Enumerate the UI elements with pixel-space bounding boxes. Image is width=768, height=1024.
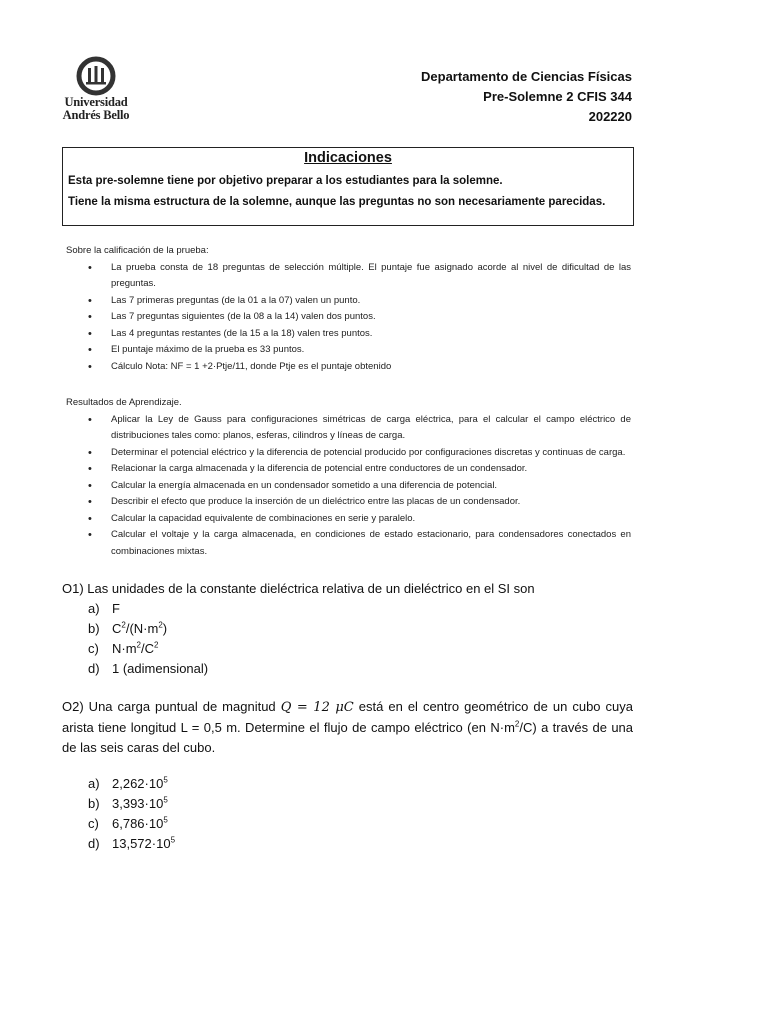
option-exponent: 5 — [163, 775, 168, 785]
outcome-item: • Calcular la energía almacenada en un condensador sometido a una diferencia de potencial. — [66, 478, 631, 495]
grading-list — [66, 260, 631, 376]
option-letter: a) — [88, 776, 100, 791]
option-text-base: C — [112, 621, 122, 636]
option-sup: 2 — [158, 620, 163, 630]
option-exponent: 5 — [170, 835, 176, 845]
course-name: Pre-Solemne 2 CFIS 344 — [483, 89, 632, 104]
question-2-sup: 2 — [514, 719, 520, 729]
question-2-stem-a: O2) Una carga puntual de magnitud — [62, 699, 276, 714]
question-2-stem-c: /C) a través de una de las seis caras del cubo. — [62, 720, 634, 755]
option-letter: c) — [88, 641, 99, 656]
option-value: 13,572·10 — [112, 836, 171, 851]
option-b — [62, 619, 633, 639]
option-text-end: ) — [162, 621, 168, 636]
option-value: 2,262·10 — [112, 776, 164, 791]
grading-item: • Las 7 primeras preguntas (de la 01 a la 07) valen un punto. — [66, 293, 631, 310]
option-exponent: 5 — [163, 795, 168, 805]
option-text: 1 (adimensional) — [112, 661, 209, 676]
option-d — [62, 834, 633, 854]
grading-item: • Las 7 preguntas siguientes (de la 08 a la 14) valen dos puntos. — [66, 309, 631, 326]
option-text: F — [112, 601, 120, 616]
option-text-mid: /(N·m — [125, 621, 159, 636]
option-letter: d) — [88, 661, 100, 676]
indicaciones-title: Indicaciones — [304, 150, 392, 166]
indicaciones-line-2: Tiene la misma estructura de la solemne, aunque las preguntas no son necesariamente parecidas. — [68, 196, 606, 208]
option-letter: b) — [88, 621, 100, 636]
grading-item: • La prueba consta de 18 preguntas de selección múltiple. El puntaje fue asignado acorde al nivel de dificultad de las preguntas. — [66, 260, 631, 293]
outcome-item: • Determinar el potencial eléctrico y la diferencia de potencial producido por configuraciones discretas y continuas de carga. — [66, 445, 631, 462]
logo-line-2: Andrés Bello — [62, 108, 130, 122]
option-text-mid: /C — [141, 641, 154, 656]
outcome-item: • Calcular la capacidad equivalente de combinaciones en serie y paralelo. — [66, 511, 631, 528]
grading-heading: Sobre la calificación de la prueba: — [66, 245, 209, 256]
option-value: 3,393·10 — [112, 796, 164, 811]
grading-section — [66, 243, 631, 375]
outcomes-list — [66, 412, 631, 561]
question-2-math: Q = 12 μC — [280, 700, 354, 715]
option-c — [62, 639, 633, 659]
indicaciones-line-1: Esta pre-solemne tiene por objetivo preparar a los estudiantes para la solemne. — [68, 175, 503, 187]
outcome-item: • Calcular el voltaje y la carga almacenada, en condiciones de estado estacionario, para condensadores conectados en combinaciones mixtas. — [66, 527, 631, 560]
option-sup: 2 — [154, 640, 159, 650]
option-letter: b) — [88, 796, 100, 811]
grading-item: • Las 4 preguntas restantes (de la 15 a la 18) valen tres puntos. — [66, 326, 631, 343]
logo-line-1: Universidad — [64, 95, 128, 109]
indicaciones-box — [62, 147, 634, 226]
question-2-stem — [62, 697, 633, 758]
university-logo — [62, 56, 130, 122]
grading-item: • Cálculo Nota: NF = 1 +2·Ptje/11, donde Ptje es el puntaje obtenido — [66, 359, 631, 376]
question-1-options — [62, 599, 633, 679]
document-header — [421, 67, 632, 127]
department-name: Departamento de Ciencias Físicas — [421, 69, 632, 84]
question-1 — [62, 579, 633, 679]
option-c — [62, 814, 633, 834]
option-exponent: 5 — [163, 815, 168, 825]
grading-item: • El puntaje máximo de la prueba es 33 puntos. — [66, 342, 631, 359]
outcomes-heading: Resultados de Aprendizaje. — [66, 397, 182, 408]
option-value: 6,786·10 — [112, 816, 164, 831]
option-sup: 2 — [121, 620, 126, 630]
question-1-stem: O1) Las unidades de la constante dieléctrica relativa de un dieléctrico en el SI son — [62, 581, 535, 596]
option-a — [62, 599, 633, 619]
option-a — [62, 774, 633, 794]
option-text-base: N·m — [112, 641, 137, 656]
university-seal-icon — [76, 56, 116, 96]
question-2-options — [62, 774, 633, 854]
question-2 — [62, 697, 633, 854]
option-d — [62, 659, 633, 679]
question-2-stem-b: está en el centro geométrico de un cubo cuya arista tiene longitud L = 0,5 m. Determine el flujo de campo eléctrico (en N·m — [62, 699, 633, 735]
outcome-item: • Relacionar la carga almacenada y la diferencia de potencial entre conductores de un condensador. — [66, 461, 631, 478]
option-sup: 2 — [136, 640, 141, 650]
option-b — [62, 794, 633, 814]
option-letter: a) — [88, 601, 100, 616]
term-code: 202220 — [588, 109, 632, 124]
option-letter: d) — [88, 836, 100, 851]
option-letter: c) — [88, 816, 99, 831]
outcomes-section — [66, 395, 631, 560]
outcome-item: • Describir el efecto que produce la inserción de un dieléctrico entre las placas de un condensador. — [66, 494, 631, 511]
outcome-item: • Aplicar la Ley de Gauss para configuraciones simétricas de carga eléctrica, para el calcular el campo eléctrico de distribuciones tales como: planos, esferas, cilindros y líneas de carga. — [66, 412, 631, 445]
